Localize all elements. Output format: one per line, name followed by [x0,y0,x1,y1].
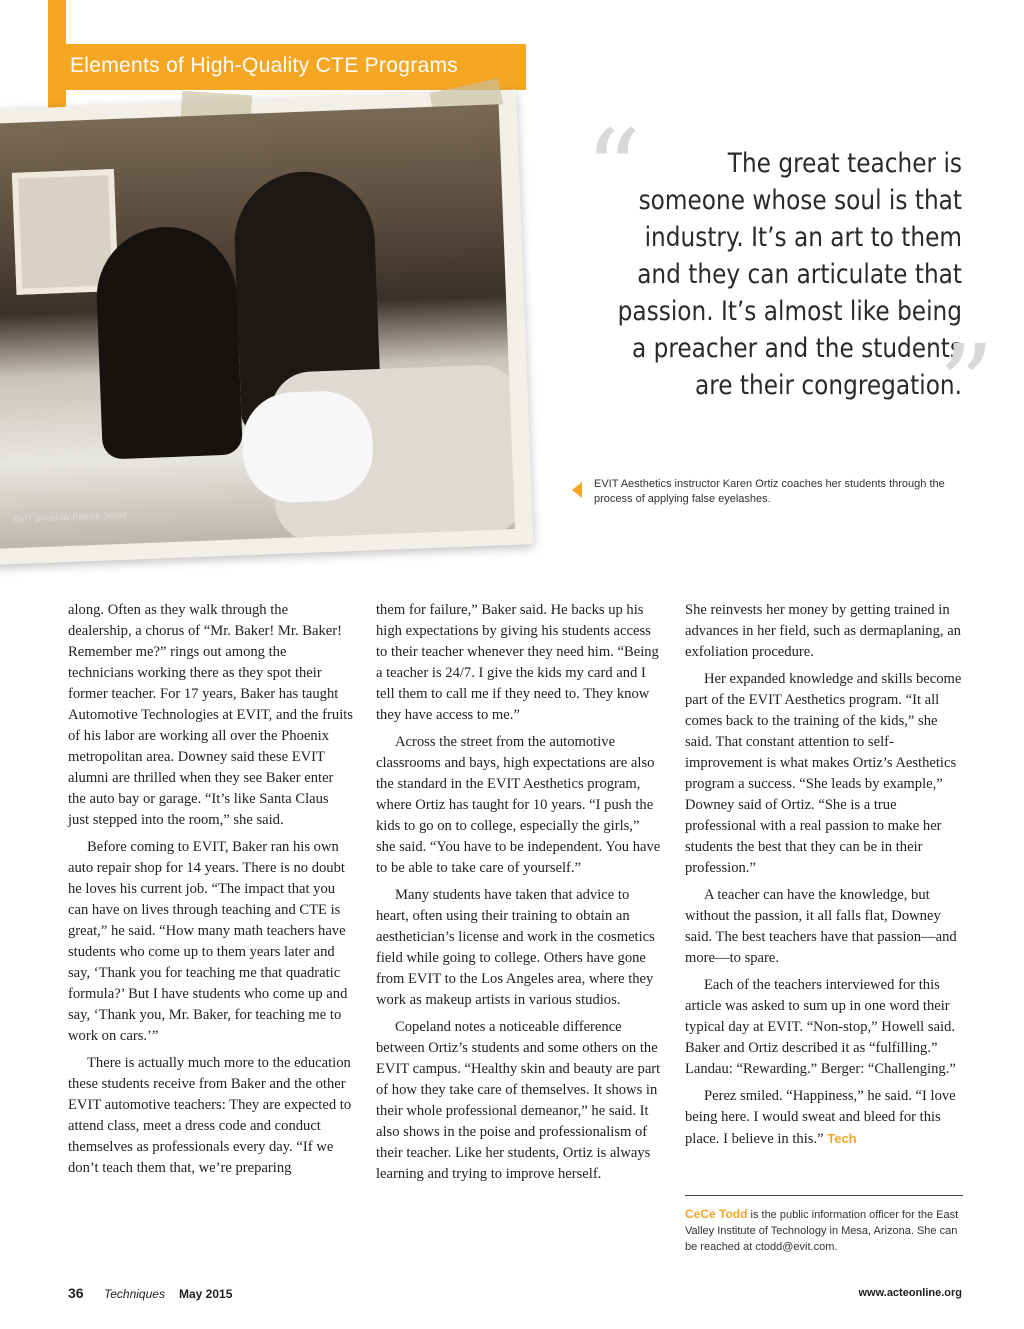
caption-arrow-icon [572,482,582,498]
photo-client [241,389,375,504]
text-column-2 [376,600,661,1191]
photo-caption: EVIT Aesthetics instructor Karen Ortiz coaches her students through the process of applying false eyelashes. [594,478,945,505]
paragraph: She reinvests her money by getting trained in advances in her field, such as dermaplaning, an exfoliation procedure. [685,602,961,660]
paragraph: Before coming to EVIT, Baker ran his own auto repair shop for 14 years. There is no doubt he loves his current job. “The impact that you can have on lives through teaching and CTE is great,” he said. “How many math teachers have students who come up to them years later and say, ‘Thank you for teaching me that quadratic formula?’ But I have students who come up and say, ‘Thank you, Mr. Baker, for teaching me to work on cars.’” [68,839,348,1044]
photo-frame [0,90,534,566]
pull-quote: The great teacher is someone whose soul is that industry. It’s an art to them and they can articulate that passion. It’s almost like being a preacher and the students are their congregation. [617,148,962,401]
open-quote-icon: “ [585,106,642,234]
end-mark-logo: Tech [827,1131,857,1146]
text-column-3 [685,600,963,1156]
magazine-name: Techniques [104,1287,165,1301]
text-column-1 [68,600,353,1185]
author-name: CeCe Todd [685,1207,748,1221]
paragraph: Copeland notes a noticeable difference between Ortiz’s students and some others on the EVIT campus. “Healthy skin and beauty are part of how they take care of themselves. It shows in their whole professional demeanor,” he said. It also shows in the poise and professionalism of their teacher. Like her students, Ortiz is always learning and trying to improve herself. [376,1019,661,1182]
paragraph: Each of the teachers interviewed for this article was asked to sum up in one word their typical day at EVIT. “Non-stop,” Howell said. Baker and Ortiz described it as “fulfilling.” Landau: “Rewarding.” Berger: “Challenging.” [685,977,956,1077]
page-number: 36 [68,1285,84,1301]
paragraph: A teacher can have the knowledge, but without the passion, it all falls flat, Downey said. The best teachers have that passion—and more—to spare. [685,887,957,966]
paragraph: along. Often as they walk through the dealership, a chorus of “Mr. Baker! Mr. Baker! Remember me?” rings out among the technicians working there as they spot their former teacher. For 17 years, Baker has taught Automotive Technologies at EVIT, and the fruits of his labor are working all over the Phoenix metropolitan area. Downey said these EVIT alumni are thrilled when they see Baker enter the auto bay or garage. “It’s like Santa Claus just stepped into the room,” she said. [68,602,353,828]
website-link[interactable]: www.acteonline.org [858,1287,962,1299]
section-title: Elements of High-Quality CTE Programs [70,54,459,77]
issue-date: May 2015 [179,1287,233,1301]
author-bio-text: is the public information officer for the East Valley Institute of Technology in Mesa, Arizona. She can be reached at ctodd@evit.com. [685,1209,959,1253]
photo-credit: EVIT photo by Patrick Jervis [12,509,127,525]
photo-student [94,224,243,459]
paragraph: There is actually much more to the education these students receive from Baker and the other EVIT automotive teachers: They are expected to attend class, meet a dress code and conduct themselves as professionals every day. “If we don’t teach them that, we’re preparing [68,1055,352,1176]
paragraph: Many students have taken that advice to heart, often using their training to obtain an aesthetician’s license and work in the cosmetics field while going to college. Others have gone from EVIT to the Los Angeles area, where they work as makeup artists in various studios. [376,887,655,1008]
paragraph: them for failure,” Baker said. He backs up his high expectations by giving his students access to their teacher whenever they need him. “Being a teacher is 24/7. I give the kids my card and I tell them to call me if they need to. They know they have access to me.” [376,602,659,723]
paragraph: Across the street from the automotive classrooms and bays, high expectations are also the standard in the EVIT Aesthetics program, where Ortiz has taught for 10 years. “I push the kids to go on to college, especially the girls,” she said. “You have to be independent. You have to be able to take care of yourself.” [376,734,661,876]
author-bio [685,1206,965,1255]
classroom-photo [0,104,515,549]
close-quote-icon: ” [938,321,995,449]
paragraph-last [685,1086,963,1150]
bio-divider [685,1195,963,1196]
paragraph-text: Perez smiled. “Happiness,” he said. “I love being here. I would sweat and bleed for this place. I believe in this.” [685,1088,956,1147]
paragraph: Her expanded knowledge and skills become part of the EVIT Aesthetics program. “It all comes back to the training of the kids,” she said. That constant attention to self-improvement is what makes Ortiz’s Aesthetics program a success. “She leads by example,” Downey said of Ortiz. “She is a true professional with a real passion to make her students the best that they can be in their profession.” [685,671,962,876]
